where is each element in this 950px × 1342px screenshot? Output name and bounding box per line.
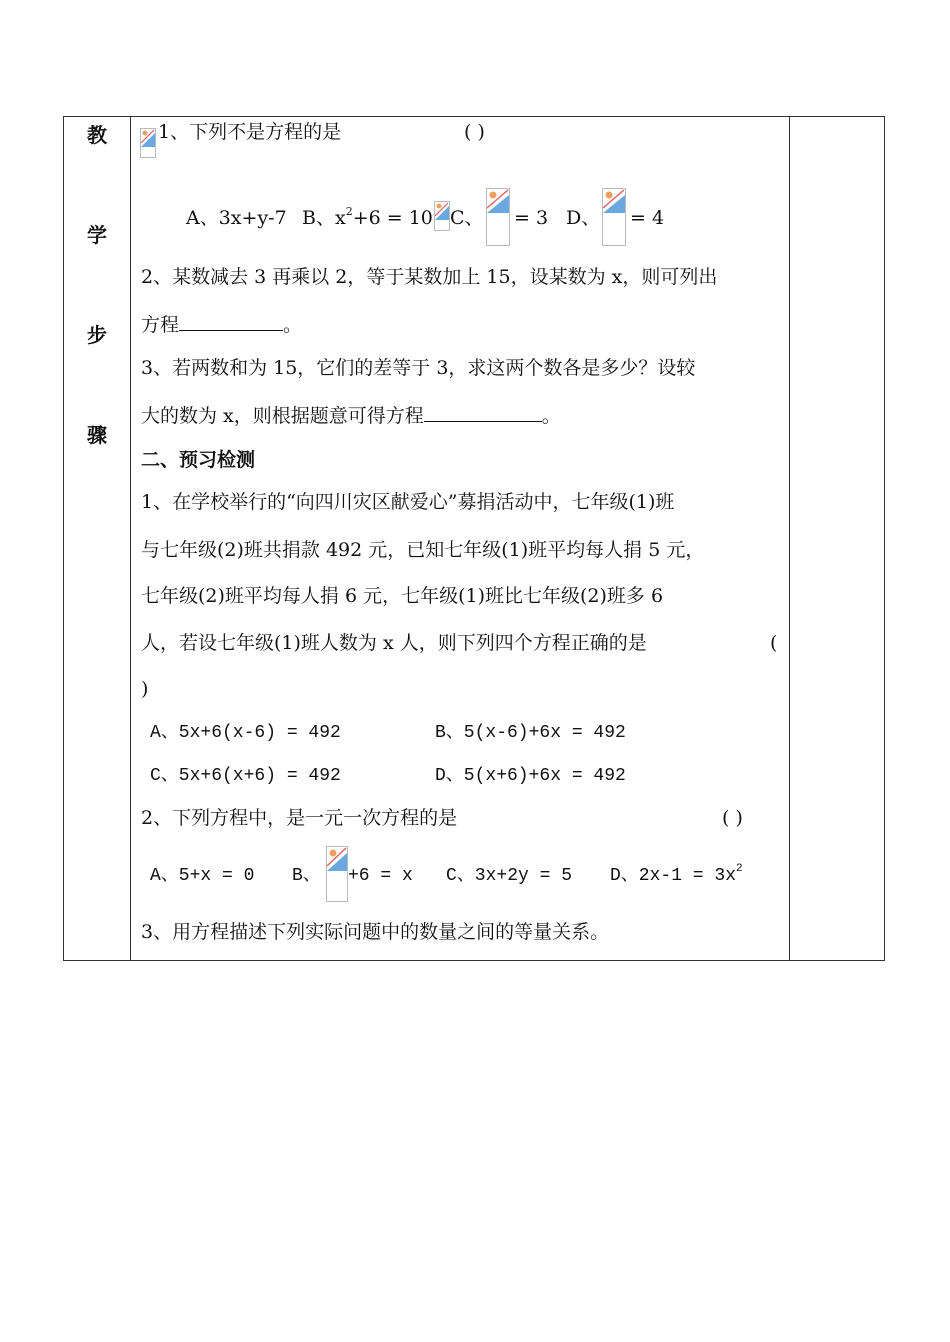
s2-p1-option-d: D、5(x+6)+6x = 492 xyxy=(435,766,626,786)
side-label-char-3: 步 xyxy=(87,323,107,347)
q1-option-a: A、3x+y-7 xyxy=(186,207,287,229)
column-divider-left xyxy=(130,117,131,960)
s2-p1-line-4: 人，若设七年级(1)班人数为 x 人，则下列四个方程正确的是 xyxy=(141,632,647,654)
s2-p1-option-c: C、5x+6(x+6) = 492 xyxy=(150,766,341,786)
s2-p1-paren-open: ( xyxy=(770,632,778,654)
s2-p3-text: 3、用方程描述下列实际问题中的数量之间的等量关系。 xyxy=(141,921,610,943)
formula-image-b xyxy=(326,846,348,902)
broken-image-icon xyxy=(140,128,156,158)
q1-option-b: B、$x^2+6 = 10$ xyxy=(302,204,433,229)
section-heading: 二、预习检测 xyxy=(141,449,256,471)
s2-p2-option-d: D、$2x-1 = 3x^2$ xyxy=(610,863,743,886)
q3-line-1: 3、若两数和为 15，它们的差等于 3，求这两个数各是多少？设较 xyxy=(141,357,696,379)
side-label-char-1: 教 xyxy=(87,123,107,147)
q1-text: 1、下列不是方程的是 xyxy=(158,121,342,143)
s2-p2-option-b-label: B、 xyxy=(292,866,321,886)
s2-p2-option-c: C、3x+2y = 5 xyxy=(446,866,573,886)
answer-blank[interactable] xyxy=(424,403,542,422)
answer-blank[interactable] xyxy=(179,312,283,331)
q1-option-c-value: = 3 xyxy=(514,207,549,229)
q2-line-2: 方程 。 xyxy=(141,314,303,336)
formula-image-c xyxy=(486,188,510,246)
s2-p1-option-b: B、5(x-6)+6x = 492 xyxy=(435,723,626,743)
q3-line-2: 大的数为 x，则根据题意可得方程 。 xyxy=(141,405,561,427)
s2-p2-text: 2、下列方程中，是一元一次方程的是 xyxy=(141,807,458,829)
q1-option-d-value: = 4 xyxy=(630,207,665,229)
column-divider-right xyxy=(789,117,790,960)
side-label-char-4: 骤 xyxy=(87,423,107,447)
s2-p1-line-2: 与七年级(2)班共捐款 492 元，已知七年级(1)班平均每人捐 5 元， xyxy=(141,539,705,561)
s2-p1-line-3: 七年级(2)班平均每人捐 6 元，七年级(1)班比七年级(2)班多 6 xyxy=(141,585,664,607)
q1-option-d-label: D、 xyxy=(566,207,601,229)
s2-p1-paren-close: ) xyxy=(141,678,149,700)
s2-p1-option-a: A、5x+6(x-6) = 492 xyxy=(150,723,341,743)
side-label-char-2: 学 xyxy=(87,223,107,247)
q1-option-c-label: C、 xyxy=(450,207,484,229)
formula-image-d xyxy=(602,188,626,246)
broken-image-icon xyxy=(434,201,450,231)
s2-p2-paren: ( ) xyxy=(722,807,743,829)
q2-line-1: 2、某数减去 3 再乘以 2，等于某数加上 15，设某数为 x，则可列出 xyxy=(141,266,718,288)
s2-p2-option-a: A、5+x = 0 xyxy=(150,866,255,886)
s2-p2-option-b-value: +6 = x xyxy=(348,866,413,886)
q1-paren: ( ) xyxy=(464,121,485,143)
s2-p1-line-1: 1、在学校举行的“向四川灾区献爱心”募捐活动中，七年级(1)班 xyxy=(141,491,675,513)
